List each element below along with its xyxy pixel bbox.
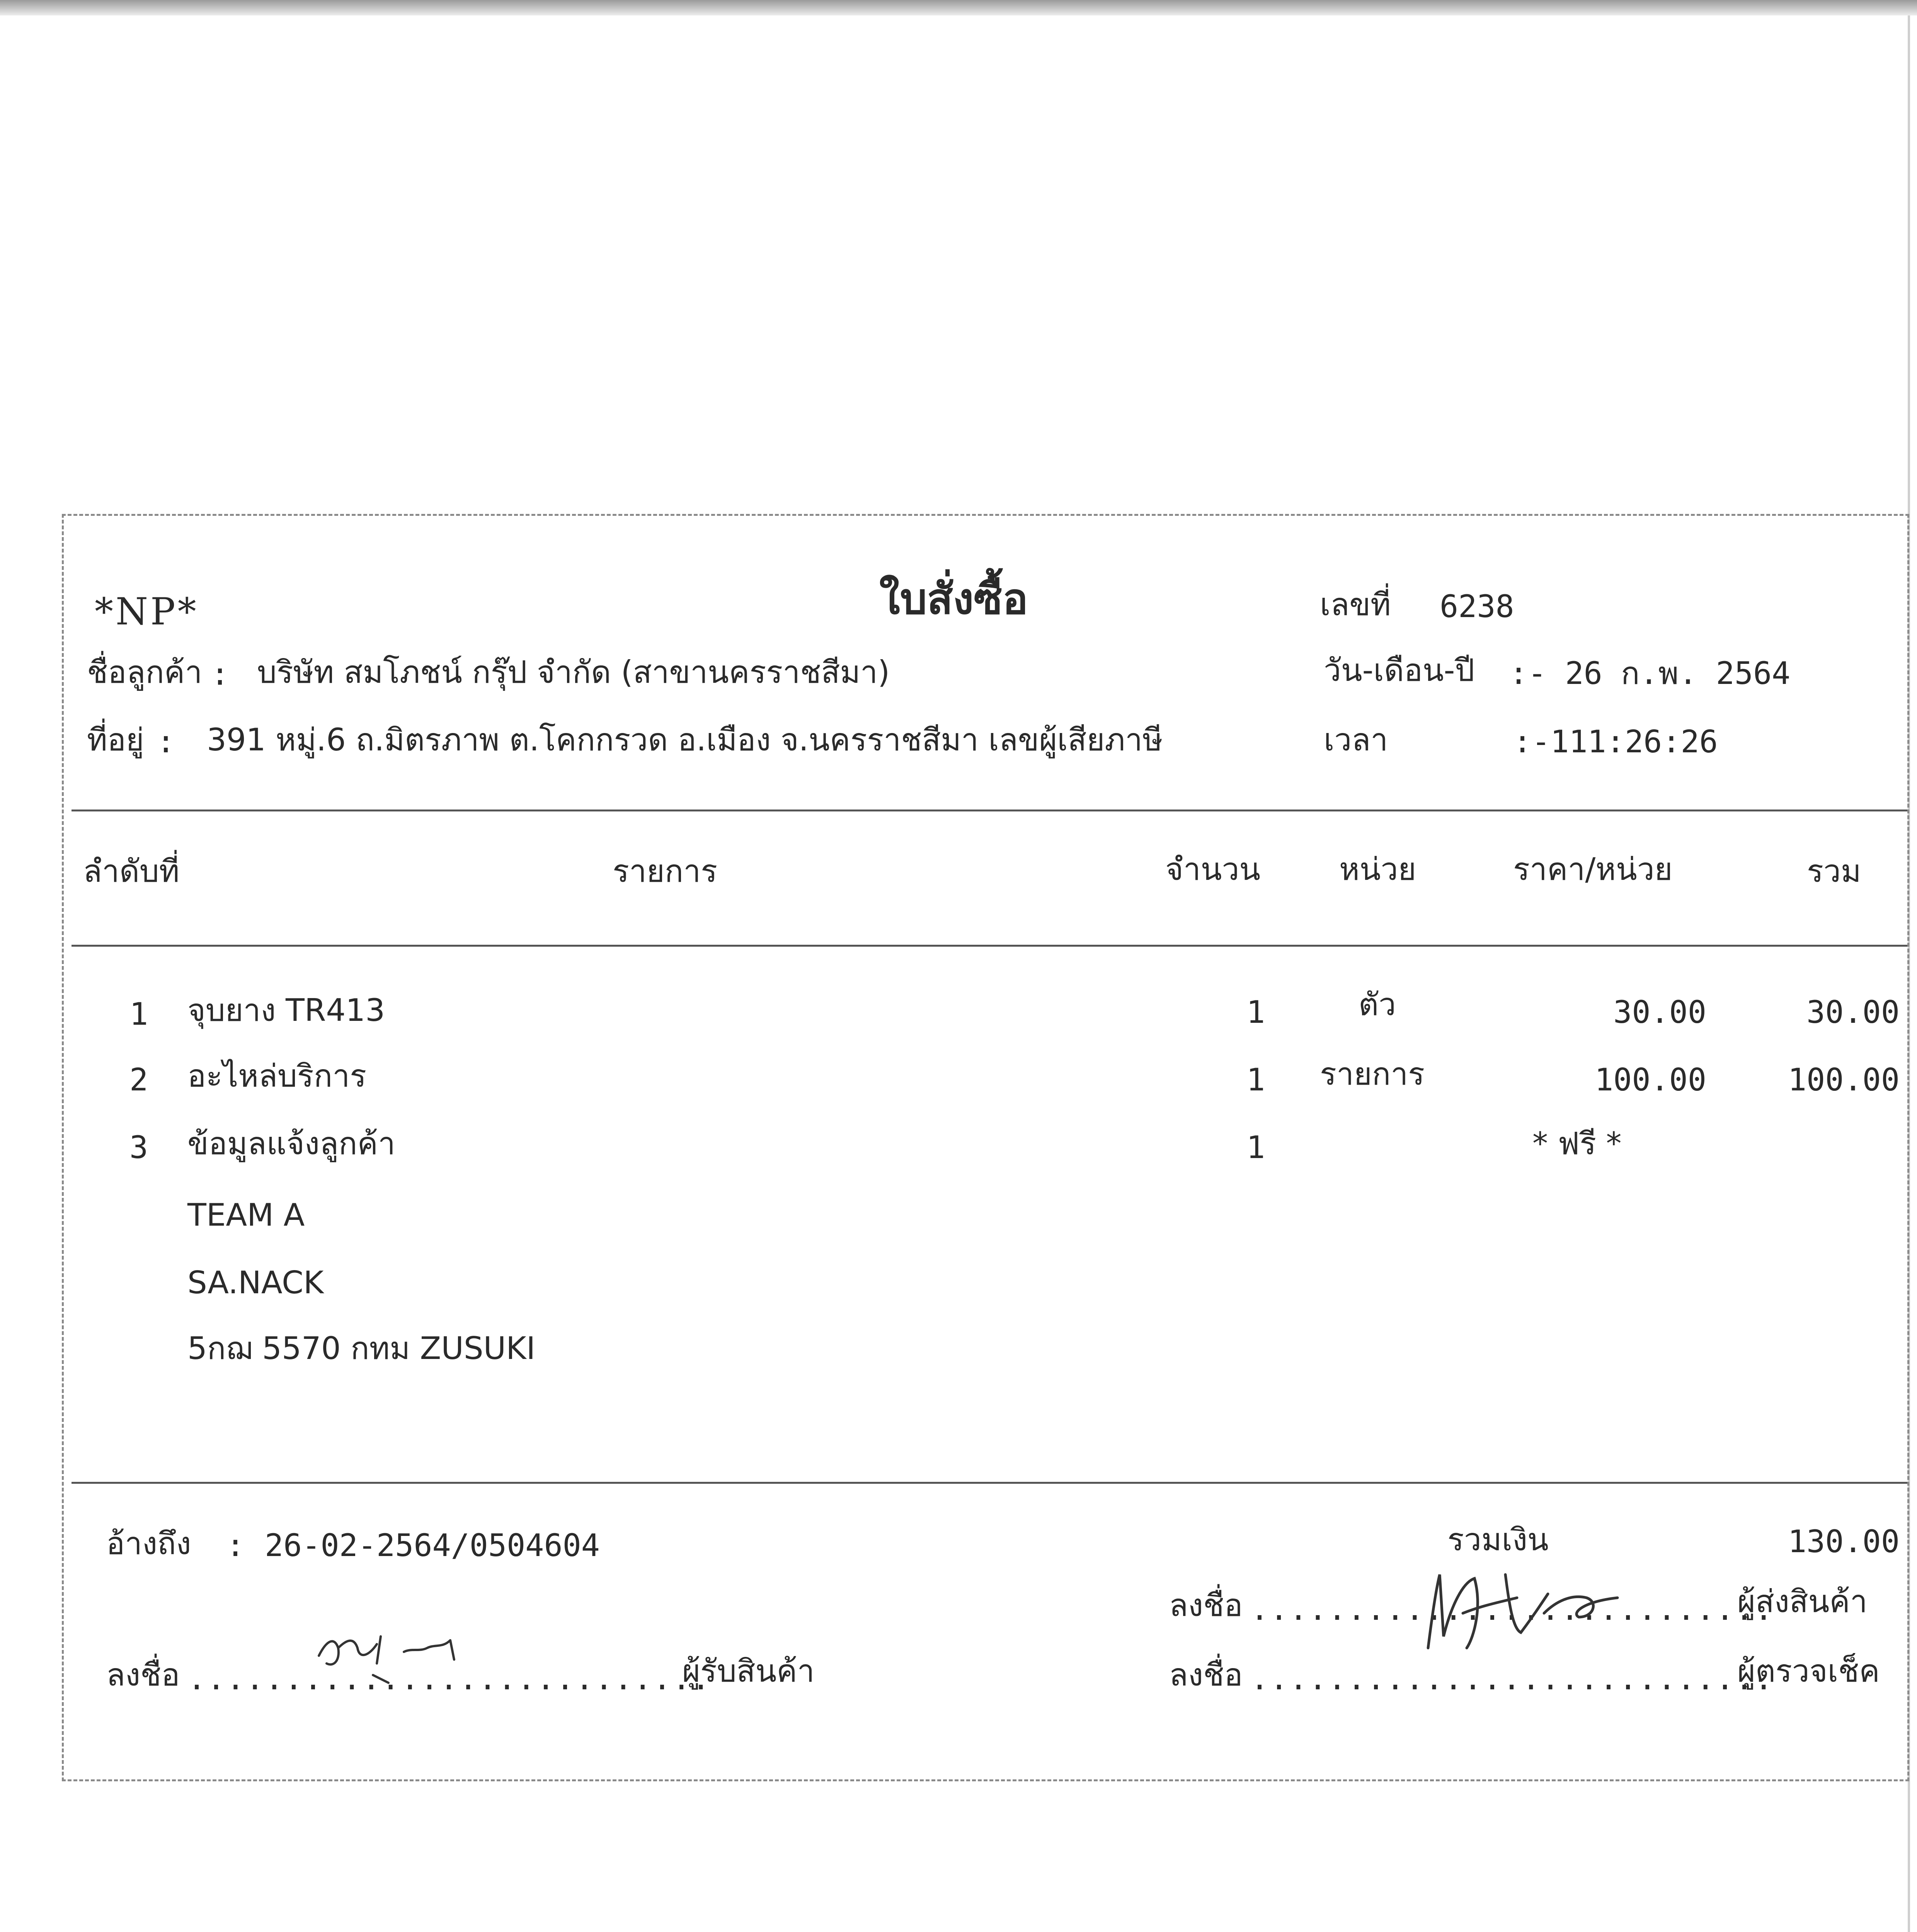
signature-dots: ........................... [187, 1661, 711, 1697]
company-logo: *NP* [95, 590, 199, 633]
colon: : [226, 1527, 245, 1563]
order-time: :-111:26:26 [1513, 724, 1718, 760]
colon: : [211, 656, 230, 692]
scan-top-edge [0, 0, 1917, 15]
note-line: 5กฌ 5570 กทม ZUSUKI [187, 1330, 536, 1366]
reference-number: 26-02-2564/0504604 [265, 1527, 600, 1563]
row-desc: ข้อมูลแจ้งลูกค้า [187, 1126, 395, 1162]
sign-prefix: ลงชื่อ [106, 1657, 180, 1693]
reference-label: อ้างถึง [106, 1526, 191, 1561]
purchase-order-form [62, 514, 1909, 1781]
customer-label: ชื่อลูกค้า [87, 654, 203, 690]
note-line: TEAM A [187, 1197, 305, 1233]
receiver-label: ผู้รับสินค้า [682, 1653, 815, 1689]
sign-prefix: ลงชื่อ [1169, 1657, 1243, 1693]
row-no: 2 [129, 1062, 148, 1098]
customer-address: 391 หมู่.6 ถ.มิตรภาพ ต.โคกกรวด อ.เมือง จ.นครราชสีมา เลขผู้เสียภาษี [207, 722, 1163, 758]
row-price: 30.00 [1613, 994, 1706, 1030]
row-total: 100.00 [1788, 1062, 1900, 1098]
col-price: ราคา/หน่วย [1513, 851, 1673, 887]
receiver-signature [311, 1625, 473, 1690]
col-total: รวม [1807, 853, 1861, 889]
sum-amount: 130.00 [1788, 1524, 1900, 1560]
row-qty: 1 [1246, 1062, 1265, 1098]
row-unit: ตัว [1359, 986, 1396, 1022]
sum-label: รวมเงิน [1447, 1522, 1549, 1558]
order-date: :- 26 ก.พ. 2564 [1509, 655, 1791, 691]
row-qty: 1 [1246, 1129, 1265, 1165]
checker-label: ผู้ตรวจเช็ค [1737, 1653, 1880, 1689]
row-price: 100.00 [1595, 1062, 1706, 1098]
row-desc: จุบยาง TR413 [187, 992, 385, 1028]
row-unit: รายการ [1320, 1056, 1425, 1092]
time-label: เวลา [1324, 722, 1388, 758]
row-price: * ฟรี * [1532, 1126, 1622, 1162]
col-unit: หน่วย [1339, 851, 1416, 887]
col-item: รายการ [613, 853, 718, 889]
divider [72, 810, 1907, 811]
divider [72, 945, 1907, 947]
row-qty: 1 [1246, 994, 1265, 1030]
divider [72, 1482, 1907, 1484]
col-qty: จำนวน [1165, 851, 1261, 887]
doc-no-label: เลขที่ [1320, 587, 1391, 622]
row-no: 1 [129, 996, 148, 1032]
doc-no: 6238 [1440, 588, 1514, 624]
address-label: ที่อยู่ [87, 722, 144, 758]
col-no: ลำดับที่ [83, 853, 180, 889]
row-total: 30.00 [1806, 994, 1900, 1030]
note-line: SA.NACK [187, 1265, 324, 1301]
signature-dots: ........................... [1250, 1661, 1774, 1697]
signature-dots: ........................... [1250, 1591, 1774, 1627]
sign-prefix: ลงชื่อ [1169, 1587, 1243, 1623]
date-label: วัน-เดือน-ปี [1324, 652, 1475, 688]
row-no: 3 [129, 1129, 148, 1165]
customer-name: บริษัท สมโภชน์ กรุ๊ป จำกัด (สาขานครราชสีมา) [257, 654, 890, 690]
document-title: ใบสั่งซื้อ [879, 574, 1028, 624]
deliverer-signature [1416, 1559, 1633, 1660]
row-desc: อะไหล่บริการ [187, 1058, 367, 1094]
colon: : [157, 724, 175, 760]
deliverer-label: ผู้ส่งสินค้า [1737, 1583, 1868, 1619]
